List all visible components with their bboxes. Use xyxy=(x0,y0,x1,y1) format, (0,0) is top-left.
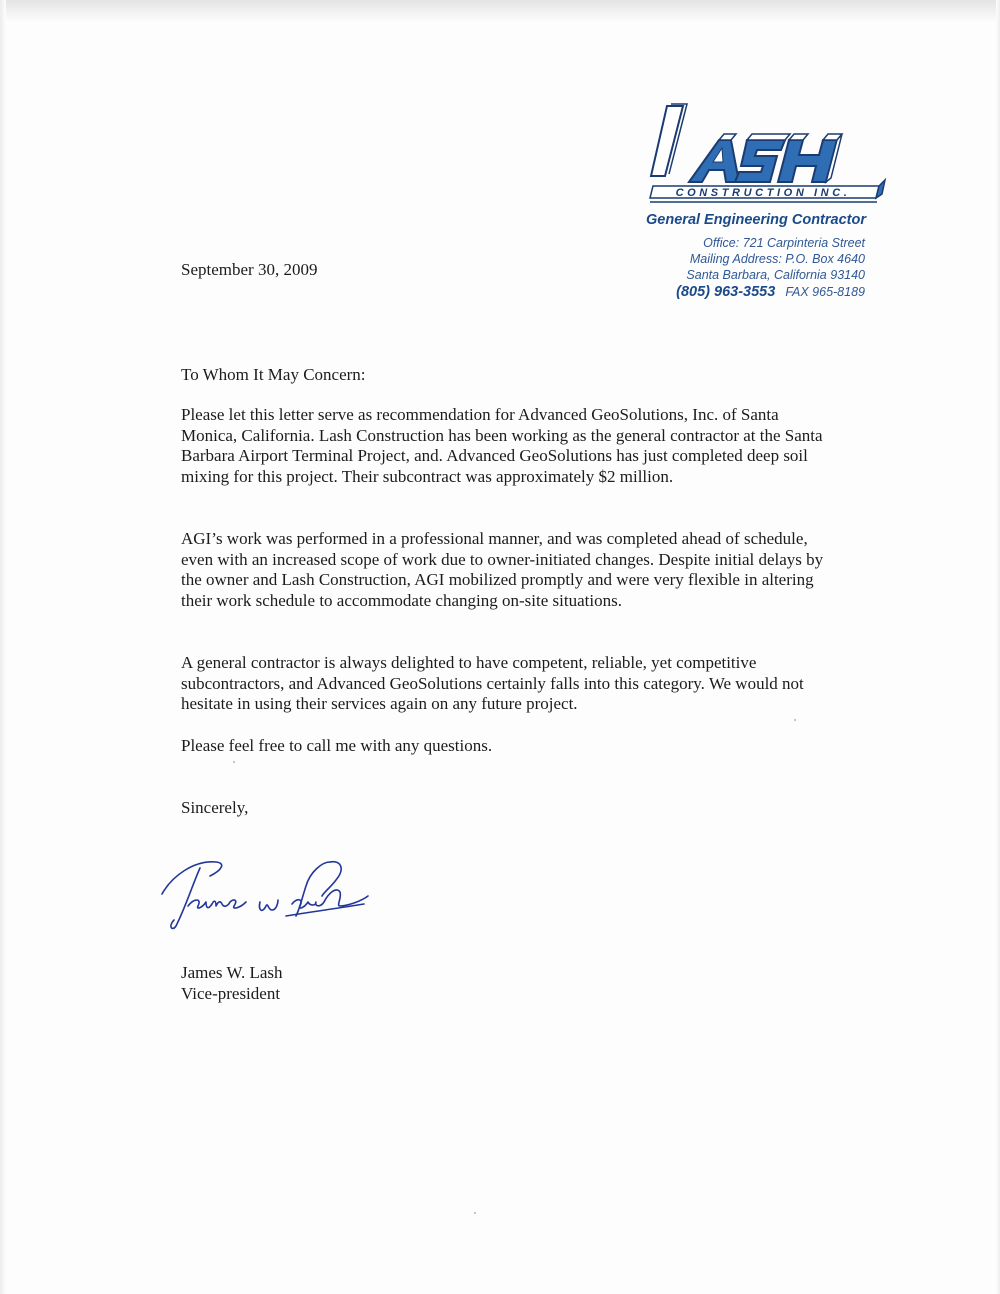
scan-speck xyxy=(474,1212,476,1214)
city-state-zip: Santa Barbara, California 93140 xyxy=(686,268,865,282)
body-paragraph: Please feel free to call me with any questions. xyxy=(181,736,493,755)
company-logo xyxy=(645,100,893,208)
scan-speck xyxy=(794,719,796,721)
phone-number: (805) 963-3553 xyxy=(676,284,776,300)
scan-edge-left xyxy=(0,0,6,1294)
logo-subtext: CONSTRUCTION INC. xyxy=(675,187,851,199)
letterhead xyxy=(600,100,900,310)
signer-name: James W. Lash xyxy=(181,963,283,982)
company-tagline: General Engineering Contractor xyxy=(646,212,866,228)
handwritten-signature xyxy=(150,846,375,936)
signer-title: Vice-president xyxy=(181,984,281,1003)
body-paragraph: A general contractor is always delighted to have competent, reliable, yet competitive subcontractors, and Advanced GeoSolutions certainly falls into this category. We would not hesitate in using their services again on any future project. xyxy=(181,653,804,713)
scan-edge-top xyxy=(0,0,1000,22)
letter-date: September 30, 2009 xyxy=(181,260,318,279)
salutation: To Whom It May Concern: xyxy=(181,365,366,384)
body-paragraph: AGI’s work was performed in a professional manner, and was completed ahead of schedule, even with an increased scope of work due to owner-initiated changes. Despite initial delays by the owner and Lash Construction, AGI mobilized promptly and were very flexible in altering their work schedule to accommodate changing on-site situations. xyxy=(181,529,824,610)
fax-number: FAX 965-8189 xyxy=(785,285,865,299)
contact-numbers xyxy=(676,283,865,301)
scan-speck xyxy=(233,761,235,763)
scan-edge-right xyxy=(996,0,1000,1294)
office-address: Office: 721 Carpinteria Street xyxy=(703,236,865,250)
body-paragraph: Please let this letter serve as recommendation for Advanced GeoSolutions, Inc. of Santa Monica, California. Lash Construction has been working as the general contractor at the Santa Barbara Airport Terminal Project, and. Advanced GeoSolutions has just completed deep soil mixing for this project. Their subcontract was approximately $2 million. xyxy=(181,405,823,486)
mailing-address: Mailing Address: P.O. Box 4640 xyxy=(689,252,865,266)
closing: Sincerely, xyxy=(181,798,249,817)
